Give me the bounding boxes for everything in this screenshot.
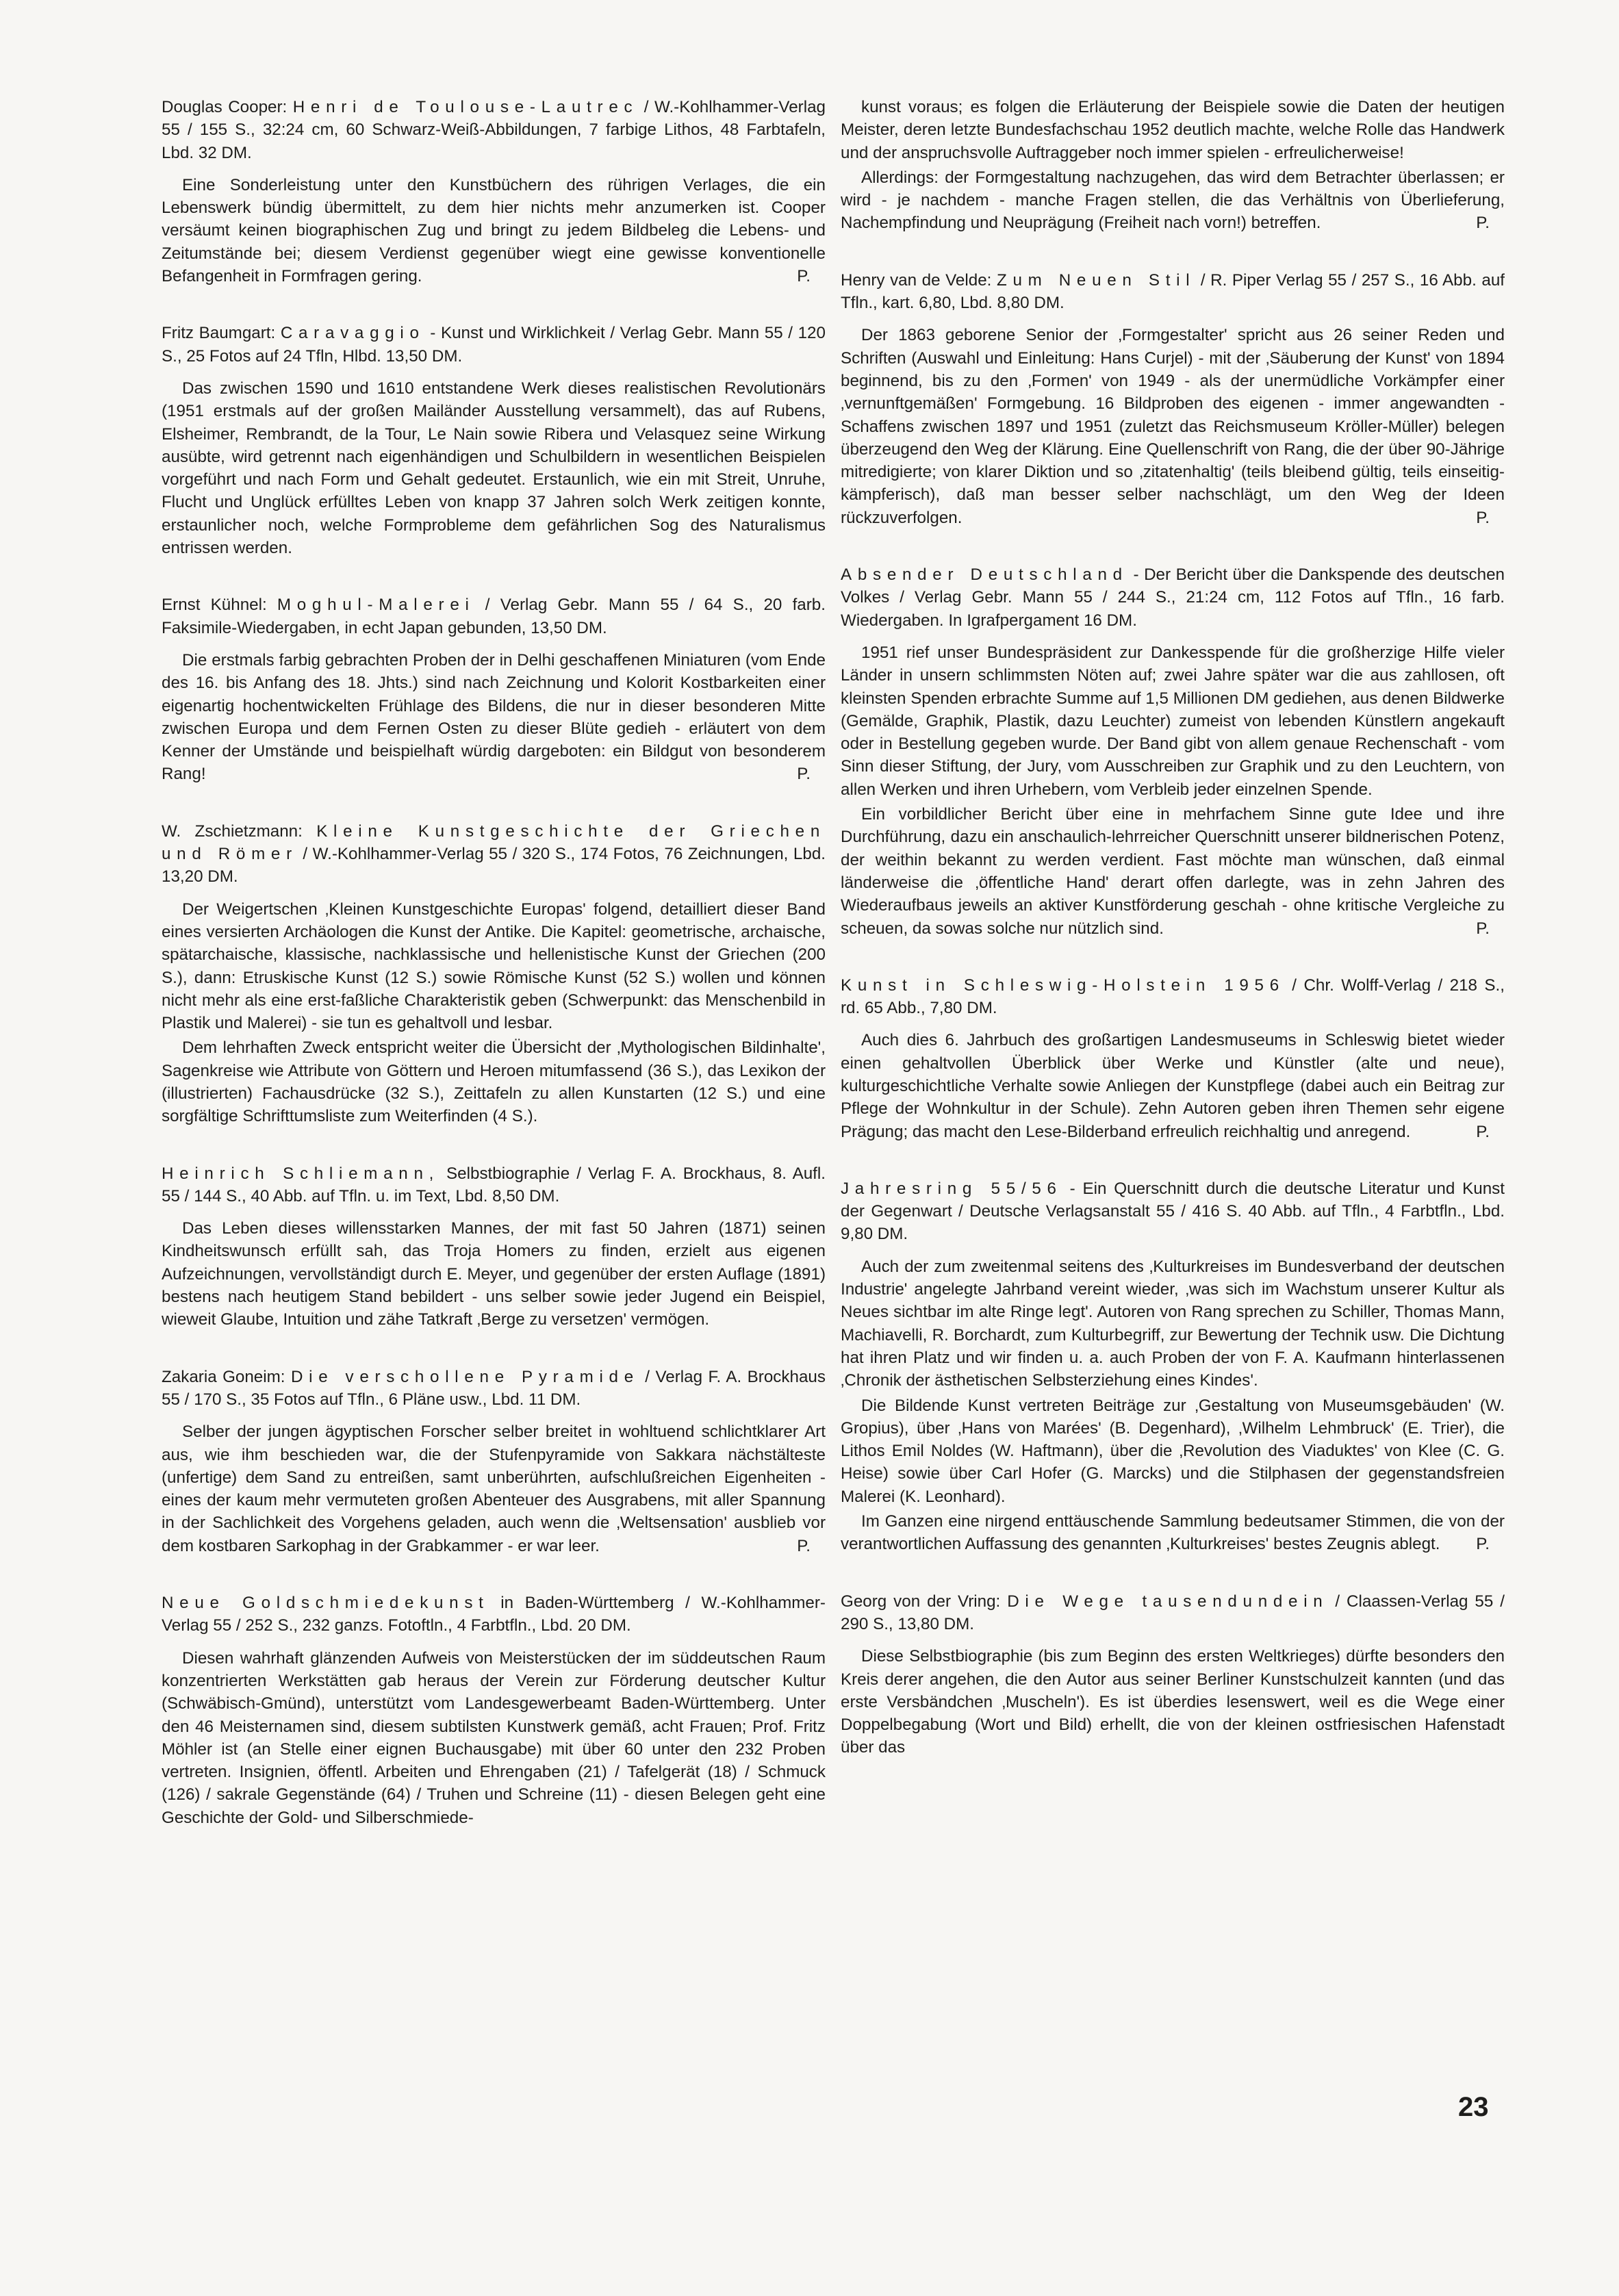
review-entry	[162, 820, 826, 1128]
review-paragraph	[841, 1394, 1505, 1508]
review-details: Selbstbiographie / Verlag F. A. Brockhaus, 8. Aufl. 55 / 144 S., 40 Abb. auf Tfln. u. im Text, Lbd. 8,50 DM.	[162, 1164, 826, 1206]
review-header-line	[162, 1164, 826, 1206]
review-body	[841, 96, 1505, 235]
review-paragraph	[162, 1420, 826, 1557]
review-paragraph	[841, 166, 1505, 235]
review-author: Henry van de Velde:	[841, 270, 992, 290]
review-header	[162, 594, 826, 639]
review-header-line	[162, 98, 826, 162]
review-entry	[841, 96, 1505, 235]
review-header-line	[841, 976, 1505, 1017]
review-author: Douglas Cooper:	[162, 98, 288, 116]
review-paragraph	[162, 1647, 826, 1829]
review-details: / R. Piper Verlag 55 / 257 S., 16 Abb. auf Tfln., kart. 6,80, Lbd. 8,80 DM.	[841, 270, 1505, 313]
review-body	[162, 649, 826, 786]
review-header-line	[841, 1592, 1505, 1633]
right-column	[841, 96, 1505, 1794]
review-entry	[841, 563, 1505, 940]
review-title: Zum Neuen Stil	[996, 270, 1196, 290]
paragraph-text: Dem lehrhaften Zweck entspricht weiter die Übersicht der ‚Mythologischen Bildinhalte', Sagenkreise wie Attribute von Göttern und Heroen mitumfassend (36 S.), das Lexikon der (illustrierten) Fachausdrücke (32 S.), Zeittafeln zu allen Kunstarten (12 S.) und eine sorgfältige Schrifttumsliste zum Weiterfinden (4 S.).	[162, 1038, 826, 1126]
review-header	[162, 820, 826, 889]
paragraph-text: Der 1863 geborene Senior der ‚Formgestalter' spricht aus 26 seiner Reden und Schriften (Auswahl und Einleitung: Hans Curjel) - mit der ‚Säuberung der Kunst' von 1894 beginnend, bis zu den ‚Formen' von 1949 - als der unermüdliche Vorkämpfer einer ‚vernunftgemäßen' Formgebung. 16 Bildproben des eigenen - immer angewandten - Schaffens zwischen 1897 und 1951 (zuletzt das Reichsmuseum Kröller-Müller) belegen überzeugend den Weg der Klärung. Eine Quellenschrift von Rang, die der über 90-Jährige mitredigierte; von klarer Diktion und so ‚zitatenhaltig' (teils bleibend gültig, teils einseitig-kämpferisch), daß man besser selber nachschlägt, um den Weg der Ideen rückzuverfolgen.	[841, 326, 1505, 527]
review-header-line	[841, 565, 1505, 630]
review-details: / Chr. Wolff-Verlag / 218 S., rd. 65 Abb., 7,80 DM.	[841, 975, 1505, 1018]
review-title: Moghul-Malerei	[277, 596, 475, 615]
paragraph-text: Das zwischen 1590 und 1610 entstandene Werk dieses realistischen Revolutionärs (1951 erstmals auf der großen Mailänder Ausstellung versammelt), das auf Rubens, Elsheimer, Rembrandt, de la Tour, Le Nain sowie Ribera und Velasquez seine Wirkung ausübte, wird getrennt nach eigenhändigen und Schulbildern in wesentlichen Beispielen vorgeführt und nach Form und Gehalt gedeutet. Erstaunlich, wie ein mit Streit, Unruhe, Flucht und Unglück erfülltes Leben von knapp 37 Jahren solch Werk zeitigen konnte, erstaunlicher noch, welche Formprobleme dem gefährlichen Sog des Naturalismus entrissen werden.	[162, 379, 826, 558]
review-header-line	[162, 1594, 826, 1635]
paragraph-text: kunst voraus; es folgen die Erläuterung der Beispiele sowie die Daten der heutigen Meister, deren letzte Bundesfachschau 1952 deutlich machte, welche Rolle das Handwerk und der anspruchsvolle Auftraggeber noch immer spielen - erfreulicherweise!	[841, 98, 1505, 162]
review-author: W. Zschietzmann:	[162, 821, 303, 841]
review-entry	[841, 1177, 1505, 1556]
review-header-line	[162, 1368, 826, 1409]
review-paragraph	[841, 803, 1505, 940]
review-header	[162, 96, 826, 164]
review-author: Fritz Baumgart:	[162, 324, 276, 343]
review-paragraph	[841, 1029, 1505, 1143]
paragraph-text: Auch dies 6. Jahrbuch des großartigen Landesmuseums in Schleswig bietet wieder einen gehaltvollen Überblick über Werke und Künstler (alte und neue), kulturgeschichtliche Verhalte sowie Anliegen der Kunstpflege (dabei auch ein Beitrag zur Pflege der Wohnkultur in der Schule). Zehn Autoren geben ihren Themen sehr eigene Prägung; das macht den Lese-Bilderband erfreulich reichhaltig und anregend.	[841, 1031, 1505, 1141]
review-details: / Verlag F. A. Brockhaus 55 / 170 S., 35 Fotos auf Tfln., 6 Pläne usw., Lbd. 11 DM.	[162, 1367, 826, 1409]
paragraph-text: Ein vorbildlicher Bericht über eine in mehrfachem Sinne gute Idee und ihre Durchführung, dazu ein anschaulich-lehrreicher Querschnitt unserer bildnerischen Potenz, der weithin bekannt zu werden verdient. Fast möchte man wünschen, daß einmal länderweise die ‚öffentliche Hand' derart offen darlegte, was in zehn Jahren des Wiederaufbaus jeweils an aktiver Kunstförderung geschah - ohne kritische Vergleiche zu scheuen, da sowas solche nur nützlich sind.	[841, 805, 1505, 938]
review-signature: P.	[797, 765, 811, 784]
review-signature: P.	[1476, 1122, 1490, 1141]
review-title: Caravaggio	[280, 324, 425, 343]
paragraph-text: Diesen wahrhaft glänzenden Aufweis von Meisterstücken der im süddeutschen Raum konzentrierten Werkstätten gab heraus der Verein zur Förderung deutscher Kultur (Schwäbisch-Gmünd), unterstützt vom Landesgewerbeamt Baden-Württemberg. Unter den 46 Meisternamen sind, diesem subtilsten Kunstwerk gemäß, acht Frauen; Prof. Fritz Möhler ist (an Stelle einer eignen Buchausgabe) mit über 60 unter den 232 Proben vertreten. Insignien, öffentl. Arbeiten und Ehrengaben (21) / Tafelgerät (18) / Schmuck (126) / sakrale Gegenstände (64) / Truhen und Schreine (11) - diesen Belegen geht eine Geschichte der Gold- und Silberschmiede-	[162, 1648, 826, 1827]
review-signature: P.	[1476, 508, 1490, 527]
review-header	[162, 322, 826, 368]
review-details: / W.-Kohlhammer-Verlag 55 / 320 S., 174 Fotos, 76 Zeichnungen, Lbd. 13,20 DM.	[162, 845, 826, 886]
review-paragraph	[841, 1510, 1505, 1556]
review-details: / Claassen-Verlag 55 / 290 S., 13,80 DM.	[841, 1592, 1505, 1633]
review-title: Henri de Toulouse-Lautrec	[292, 98, 639, 116]
review-body	[162, 1217, 826, 1331]
page-number: 23	[1458, 2092, 1489, 2122]
review-entry	[841, 269, 1505, 529]
review-header	[841, 563, 1505, 632]
paragraph-text: Der Weigertschen ‚Kleinen Kunstgeschichte Europas' folgend, detailliert dieser Band eines versierten Archäologen die Kunst der Antike. Die Kapitel: geometrische, archaische, spätarchaische, klassische, nachklassische und hellenistische Kunst der Griechen (200 S.), dann: Etruskische Kunst (12 S.) sowie Römische Kunst (52 S.) wollen und können nicht mehr als eine erst-faßliche Charakteristik geben (Schwerpunkt: das Menschenbild in Plastik und Malerei) - sie tun es gehaltvoll und lesbar.	[162, 900, 826, 1033]
review-body	[162, 377, 826, 559]
review-title: Die verschollene Pyramide	[290, 1367, 639, 1386]
review-entry	[162, 594, 826, 785]
review-header-line	[162, 822, 826, 886]
paragraph-text: Auch der zum zweitenmal seitens des ‚Kulturkreises im Bundesverband der deutschen Industrie' angelegte Jahrband vereint wieder, ‚was sich im Wachstum unserer Kultur als Neues sichtbar im alte Ringe legt'. Autoren von Rang sprechen zu Schiller, Thomas Mann, Machiavelli, R. Borchardt, zum Kulturbegriff, zur Bewertung der Technik usw. Die Dichtung hat ihren Platz und wir finden u. a. auch Proben der von F. A. Kaufmann hinterlassenen ‚Chronik der ästhetischen Selbsterziehung eines Kindes'.	[841, 1257, 1505, 1390]
review-entry	[162, 96, 826, 288]
review-body	[162, 1647, 826, 1829]
review-title: Absender Deutschland	[841, 565, 1128, 585]
review-signature: P.	[797, 1536, 811, 1555]
review-body	[162, 898, 826, 1128]
review-details: - Kunst und Wirklichkeit / Verlag Gebr. Mann 55 / 120 S., 25 Fotos auf 24 Tfln, Hlbd. 13,50 DM.	[162, 324, 826, 366]
review-title: Kleine Kunstgeschichte der Griechen und Römer	[162, 821, 826, 864]
left-column	[162, 96, 826, 1863]
paragraph-text: Allerdings: der Formgestaltung nachzugehen, das wird dem Betrachter überlassen; er wird - je nachdem - manche Fragen stellen, die das Verhältnis von Überlieferung, Nachempfindung und Neuprägung (Freiheit nach vorn!) betreffen.	[841, 168, 1505, 233]
review-header-line	[841, 1179, 1505, 1244]
review-body	[841, 324, 1505, 529]
review-signature: P.	[1476, 1535, 1490, 1554]
review-title: Heinrich Schliemann,	[162, 1164, 440, 1183]
review-signature: P.	[797, 267, 811, 286]
review-header	[162, 1592, 826, 1637]
review-header	[162, 1366, 826, 1412]
review-entry	[162, 1592, 826, 1829]
review-title: Jahresring 55/56	[841, 1179, 1062, 1198]
review-entry	[162, 322, 826, 559]
review-title: Kunst in Schleswig-Holstein 1956	[841, 975, 1285, 995]
review-paragraph	[162, 898, 826, 1035]
review-body	[841, 1029, 1505, 1143]
review-header	[841, 269, 1505, 315]
review-paragraph	[162, 649, 826, 786]
review-header	[162, 1162, 826, 1208]
review-body	[841, 1645, 1505, 1759]
review-details: - Der Bericht über die Dankspende des deutschen Volkes / Verlag Gebr. Mann 55 / 244 S., 21:24 cm, 112 Fotos auf Tfln., 16 farb. Wiedergaben. In Igrafpergament 16 DM.	[841, 565, 1505, 630]
review-paragraph	[841, 1255, 1505, 1392]
review-header-line	[841, 271, 1505, 312]
review-header	[841, 1590, 1505, 1636]
review-author: Georg von der Vring:	[841, 1592, 1001, 1611]
review-paragraph	[841, 641, 1505, 801]
review-author: Ernst Kühnel:	[162, 596, 267, 615]
review-header	[841, 1177, 1505, 1246]
review-entry	[841, 1590, 1505, 1759]
review-details: / W.-Kohlhammer-Verlag 55 / 155 S., 32:24 cm, 60 Schwarz-Weiß-Abbildungen, 7 farbige Lithos, 48 Farbtafeln, Lbd. 32 DM.	[162, 98, 826, 162]
review-body	[841, 641, 1505, 940]
review-paragraph	[841, 96, 1505, 164]
review-title: Die Wege tausendundein	[1007, 1592, 1329, 1611]
paragraph-text: Im Ganzen eine nirgend enttäuschende Sammlung bedeutsamer Stimmen, die von der verantwortlichen Auffassung des genannten ‚Kulturkreises' bestes Zeugnis ablegt.	[841, 1512, 1505, 1554]
review-signature: P.	[1476, 919, 1490, 938]
review-entry	[841, 974, 1505, 1143]
review-signature: P.	[1476, 214, 1490, 233]
paragraph-text: Selber der jungen ägyptischen Forscher selber breitet in wohltuend schlichtklarer Art aus, wie ihm beschieden war, die der Stufenpyramide von Sakkara nächstälteste (unfertige) dem Sand zu entreißen, samt unberührten, aufschlußreichen Eigenheiten - eines der kaum mehr vermuteten großen Abenteuer des Ausgrabens, mit aller Spannung in der Sachlichkeit des Vorgehens geladen, auch wenn die ‚Weltsensation' ausblieb vor dem kostbaren Sarkophag in der Grabkammer - er war leer.	[162, 1423, 826, 1555]
review-header	[841, 974, 1505, 1020]
review-paragraph	[162, 1036, 826, 1127]
paragraph-text: Eine Sonderleistung unter den Kunstbüchern des rührigen Verlages, die ein Lebenswerk bündig übermittelt, zu dem hier nichts mehr anzumerken ist. Cooper versäumt keinen biographischen Zug und bringt zu jedem Bildbeleg die Lebens- und Zeitumstände bei; diesem Verdienst gegenüber wiegt eine gewisse konventionelle Befangenheit in Formfragen gering.	[162, 175, 826, 286]
review-paragraph	[841, 1645, 1505, 1759]
paragraph-text: 1951 rief unser Bundespräsident zur Dankesspende für die großherzige Hilfe vieler Länder in unsern schlimmsten Nöten auf; zwei Jahre später war die aus zahllosen, oft kleinsten Spenden erbrachte Summe auf 1,5 Millionen DM gediehen, aus denen Bildwerke (Gemälde, Graphik, Plastik, dazu Leuchter) zumeist von lebenden Künstlern angekauft oder in Bestellung gegeben wurde. Der Band gibt von allem genaue Rechenschaft - vom Sinn dieser Stiftung, der Jury, vom Ausschreiben zur Graphik und zu den Leuchtern, von allen Werken und ihren Urhebern, vom Verbleib jeder einzelnen Spende.	[841, 643, 1505, 799]
review-details: - Ein Querschnitt durch die deutsche Literatur und Kunst der Gegenwart / Deutsche Verlagsanstalt 55 / 416 S. 40 Abb. auf Tfln., 4 Farbtfln., Lbd. 9,80 DM.	[841, 1179, 1505, 1244]
review-paragraph	[162, 1217, 826, 1331]
review-entry	[162, 1366, 826, 1557]
paragraph-text: Die Bildende Kunst vertreten Beiträge zur ‚Gestaltung von Museumsgebäuden' (W. Gropius), über ‚Hans von Marées' (B. Degenhard), ‚Wilhelm Lehmbruck' (E. Trier), die Lithos Emil Noldes (W. Haftmann), über die ‚Revolution des Viaduktes' von Klee (C. G. Heise) sowie über Carl Hofer (G. Marcks) und die Stilphasen der gegenstandsfreien Malerei (K. Leonhard).	[841, 1396, 1505, 1506]
review-title: Neue Goldschmiedekunst	[162, 1594, 489, 1613]
review-details: in Baden-Württemberg / W.-Kohlhammer-Verlag 55 / 252 S., 232 ganzs. Fotoftln., 4 Farbtfln., Lbd. 20 DM.	[162, 1594, 826, 1635]
paragraph-text: Die erstmals farbig gebrachten Proben der in Delhi geschaffenen Miniaturen (vom Ende des 16. bis Anfang des 18. Jhts.) sind nach Zeichnung und Kolorit Kostbarkeiten einer eigenartig hochentwickelten Frühlage des Bildens, die nur in dieser besonderen Mitte zwischen Europa und dem Fernen Osten zu dieser Blüte gedieh - erläutert von dem Kenner der Umstände und beispielhaft würdig dargeboten: ein Bildgut von besonderem Rang!	[162, 650, 826, 784]
review-header-line	[162, 324, 826, 365]
paragraph-text: Diese Selbstbiographie (bis zum Beginn des ersten Weltkrieges) dürfte besonders den Kreis derer angehen, die den Autor aus seiner Berliner Kunstschulzeit kannten (und das erste Versbändchen ‚Muscheln'). Es ist überdies lesenswert, weil es die Wege einer Doppelbegabung (Wort und Bild) erhellt, die von der kleinen ostfriesischen Hafenstadt über das	[841, 1647, 1505, 1757]
review-body	[841, 1255, 1505, 1556]
review-paragraph	[162, 174, 826, 288]
review-body	[162, 174, 826, 288]
review-header-line	[162, 596, 826, 637]
review-paragraph	[841, 324, 1505, 529]
review-body	[162, 1420, 826, 1557]
review-details: / Verlag Gebr. Mann 55 / 64 S., 20 farb. Faksimile-Wiedergaben, in echt Japan gebunden, 13,50 DM.	[162, 596, 826, 637]
review-paragraph	[162, 377, 826, 559]
paragraph-text: Das Leben dieses willensstarken Mannes, der mit fast 50 Jahren (1871) seinen Kindheitswunsch erfüllt sah, das Troja Homers zu finden, erzielt aus eigenen Aufzeichnungen, vervollständigt durch E. Meyer, und gegenüber der ersten Auflage (1891) bestens nach heutigem Stand bebildert - uns selber sowie jeder Jugend ein Beispiel, wieweit Glaube, Intuition und zähe Tatkraft ‚Berge zu versetzen' vermögen.	[162, 1219, 826, 1329]
review-author: Zakaria Goneim:	[162, 1367, 285, 1386]
review-entry	[162, 1162, 826, 1331]
